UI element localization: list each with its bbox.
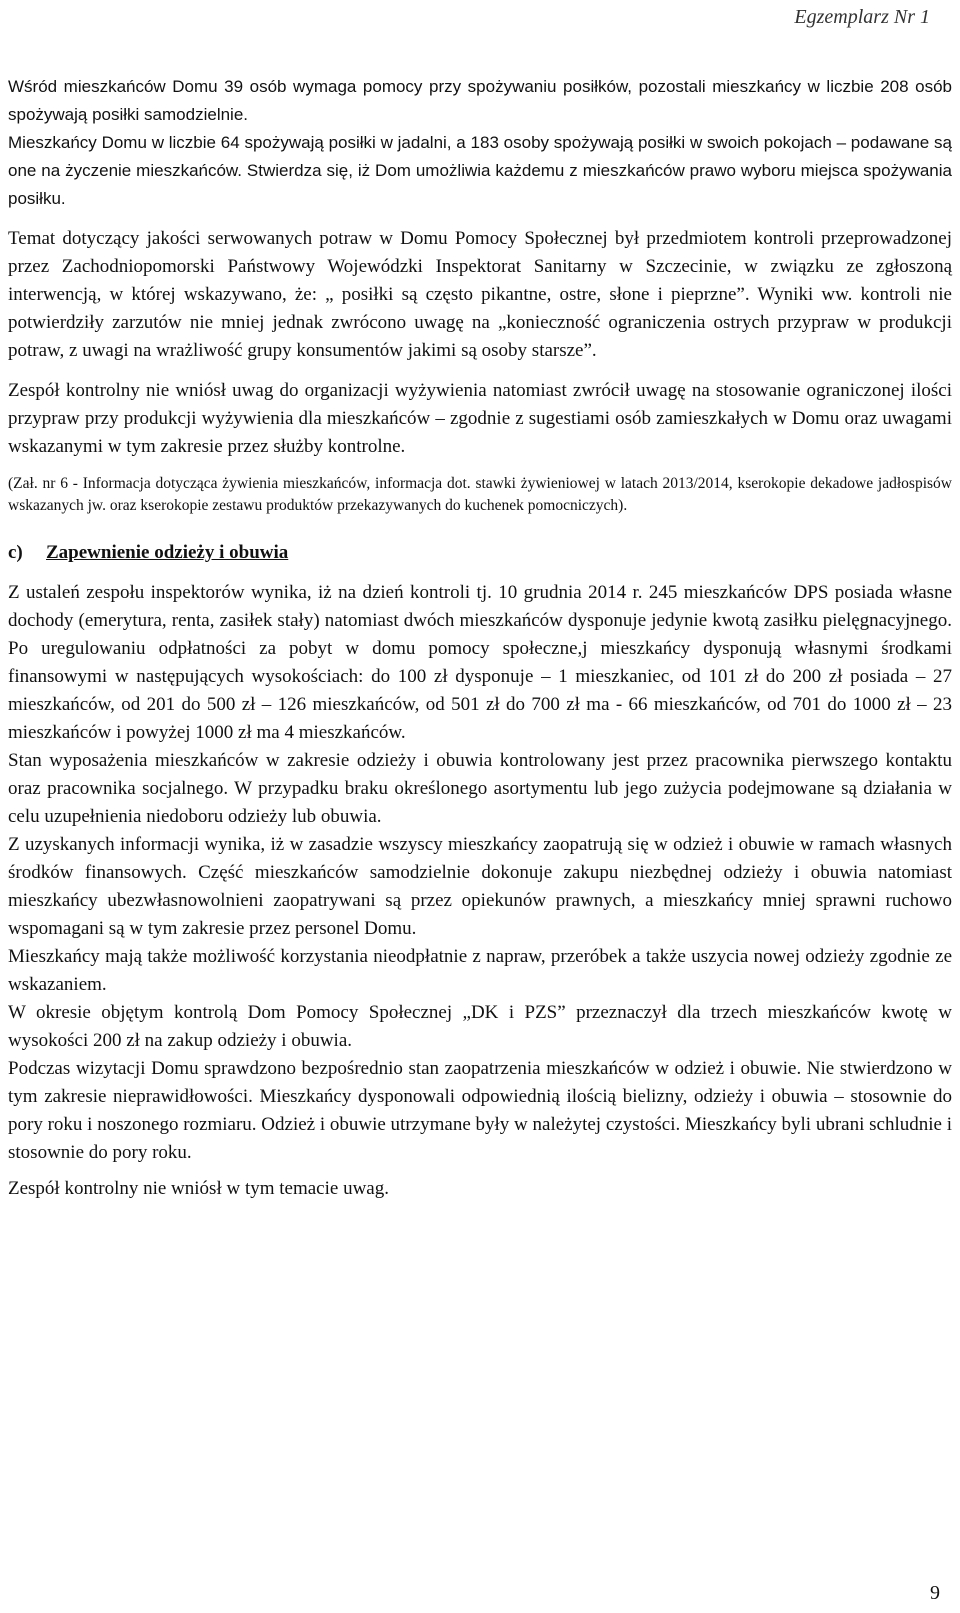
- document-body: [8, 73, 952, 1203]
- paragraph-income: Z ustaleń zespołu inspektorów wynika, iż na dzień kontroli tj. 10 grudnia 2014 r. 245 mieszkańców DPS posiada własne dochody (emerytura, renta, zasiłek stały) natomiast dwóch mieszkańców dysponuje jedynie kwotą zasiłku pielęgnacyjnego. Po uregulowaniu odpłatności za pobyt w domu pomocy społeczne,j mieszkańcy dysponują własnymi środkami finansowymi w następujących wysokościach: do 100 zł dysponuje – 1 mieszkaniec, od 101 zł do 200 zł posiada – 27 mieszkańców, od 201 do 500 zł – 126 mieszkańców, od 501 zł do 700 zł ma - 66 mieszkańców, od 701 do 1000 zł – 23 mieszkańców i powyżej 1000 zł ma 4 mieszkańców.: [8, 582, 952, 743]
- section-title: Zapewnienie odzieży i obuwia: [46, 542, 289, 563]
- paragraph-conclusion: Zespół kontrolny nie wniósł w tym temacie uwag.: [8, 1178, 389, 1199]
- section-letter: c): [8, 542, 23, 563]
- section-heading: [8, 539, 952, 567]
- paragraph-meal-assistance: Wśród mieszkańców Domu 39 osób wymaga pomocy przy spożywaniu posiłków, pozostali mieszkańcy w liczbie 208 osób spożywają posiłki samodzielnie.: [8, 77, 952, 124]
- page-number: 9: [930, 1582, 940, 1604]
- paragraph-clothing-sources: Z uzyskanych informacji wynika, iż w zasadzie wszyscy mieszkańcy zaopatrują się w odzież i obuwie w ramach własnych środków finansowych. Część mieszkańców samodzielnie dokonuje zakupu niezbędnej odzieży i obuwia natomiast mieszkańcy ubezwłasnowolnieni zaopatrywani są przez opiekunów prawnych, a mieszkańcy mniej sprawni ruchowo wspomagani są w tym zakresie przez personel Domu.: [8, 834, 952, 939]
- paragraph-dining-location: Mieszkańcy Domu w liczbie 64 spożywają posiłki w jadalni, a 183 osoby spożywają posiłki w swoich pokojach – podawane są one na życzenie mieszkańców. Stwierdza się, iż Dom umożliwia każdemu z mieszkańców prawo wyboru miejsca spożywania posiłku.: [8, 133, 952, 208]
- paragraph-repairs: Mieszkańcy mają także możliwość korzystania nieodpłatnie z napraw, przeróbek a także uszycia nowej odzieży zgodnie ze wskazaniem.: [8, 946, 952, 995]
- paragraph-budget: W okresie objętym kontrolą Dom Pomocy Społecznej „DK i PZS” przeznaczył dla trzech mieszkańców kwotę w wysokości 200 zł na zakup odzieży i obuwia.: [8, 1002, 952, 1051]
- paragraph-nutrition-remarks: Zespół kontrolny nie wniósł uwag do organizacji wyżywienia natomiast zwrócił uwagę na stosowanie ograniczonej ilości przypraw przy produkcji wyżywienia dla mieszkańców – zgodnie z sugestiami osób zamieszkałych w Domu oraz uwagami wskazanymi w tym zakresie przez służby kontrolne.: [8, 380, 952, 457]
- paragraph-inspection: Podczas wizytacji Domu sprawdzono bezpośrednio stan zaopatrzenia mieszkańców w odzież i obuwie. Nie stwierdzono w tym zakresie nieprawidłowości. Mieszkańcy dysponowali odpowiednią ilością bielizny, odzieży i obuwia – stosownie do pory roku i noszonego rozmiaru. Odzież i obuwie utrzymane były w należytej czystości. Mieszkańcy byli ubrani schludnie i stosownie do pory roku.: [8, 1058, 952, 1163]
- copy-number-label: Egzemplarz Nr 1: [794, 6, 930, 28]
- paragraph-clothing-status: Stan wyposażenia mieszkańców w zakresie odzieży i obuwia kontrolowany jest przez pracownika pierwszego kontaktu oraz pracownika socjalnego. W przypadku braku określonego asortymentu lub jego zużycia podejmowane są działania w celu uzupełnienia niedoboru odzieży lub obuwia.: [8, 750, 952, 827]
- paragraph-attachment-note: (Zał. nr 6 - Informacja dotycząca żywienia mieszkańców, informacja dot. stawki żywieniowej w latach 2013/2014, kserokopie dekadowe jadłospisów wskazanych jw. oraz kserokopie zestawu produktów przekazywanych do kuchenek pomocniczych).: [8, 475, 952, 514]
- paragraph-food-quality: Temat dotyczący jakości serwowanych potraw w Domu Pomocy Społecznej był przedmiotem kontroli przeprowadzonej przez Zachodniopomorski Państwowy Wojewódzki Inspektorat Sanitarny w Szczecinie, w związku ze zgłoszoną interwencją, w której wskazywano, że: „ posiłki są często pikantne, ostre, słone i pieprzne”. Wyniki ww. kontroli nie potwierdziły zarzutów nie mniej jednak zwrócono uwagę na „konieczność ograniczenia ostrych przypraw w produkcji potraw, z uwagi na wrażliwość grupy konsumentów jakimi są osoby starsze”.: [8, 228, 952, 361]
